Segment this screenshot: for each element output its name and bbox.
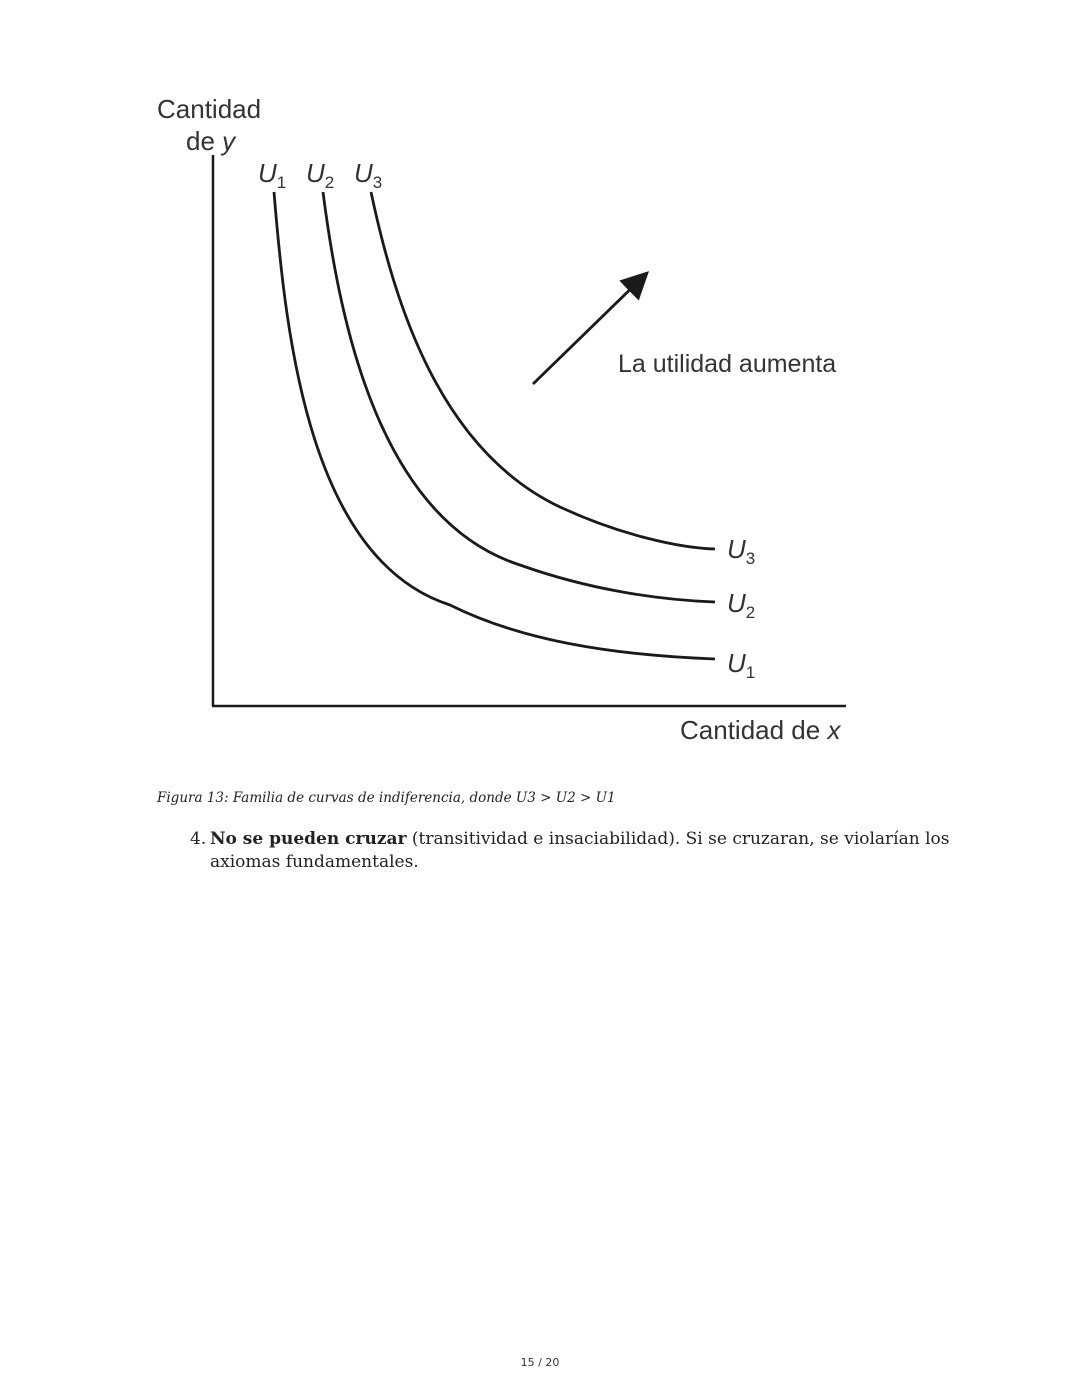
figure-caption: Figura 13: Familia de curvas de indiferencia, donde U3 > U2 > U1	[157, 790, 616, 806]
curve-label-right-u2: $U_2$	[727, 588, 756, 622]
list-item-body	[210, 828, 950, 874]
arrow-label: La utilidad aumenta	[618, 350, 837, 378]
page-number: 15 / 20	[520, 1356, 560, 1369]
list-item-text: (transitividad e insaciabilidad). Si se cruzaran, se violarían los axiomas fundamentales.	[210, 829, 950, 872]
curve-label-top-u1: $U_1$	[258, 158, 287, 192]
list-item-number: 4.	[190, 829, 207, 849]
y-axis-label-line2: de y	[186, 126, 236, 156]
indifference-curves-figure	[140, 80, 900, 760]
x-axis-label: Cantidad de x	[680, 715, 841, 745]
curve-label-top-u3: $U_3$	[354, 158, 383, 192]
list-item-bold-text: No se pueden cruzar	[210, 829, 407, 849]
indifference-curve-u1	[274, 192, 715, 659]
y-axis-label-line1: Cantidad	[157, 94, 262, 124]
curve-label-top-u2: $U_2$	[306, 158, 335, 192]
curve-label-right-u1: $U_1$	[727, 648, 756, 682]
list-item	[190, 828, 950, 874]
curve-label-right-u3: $U_3$	[727, 534, 756, 568]
